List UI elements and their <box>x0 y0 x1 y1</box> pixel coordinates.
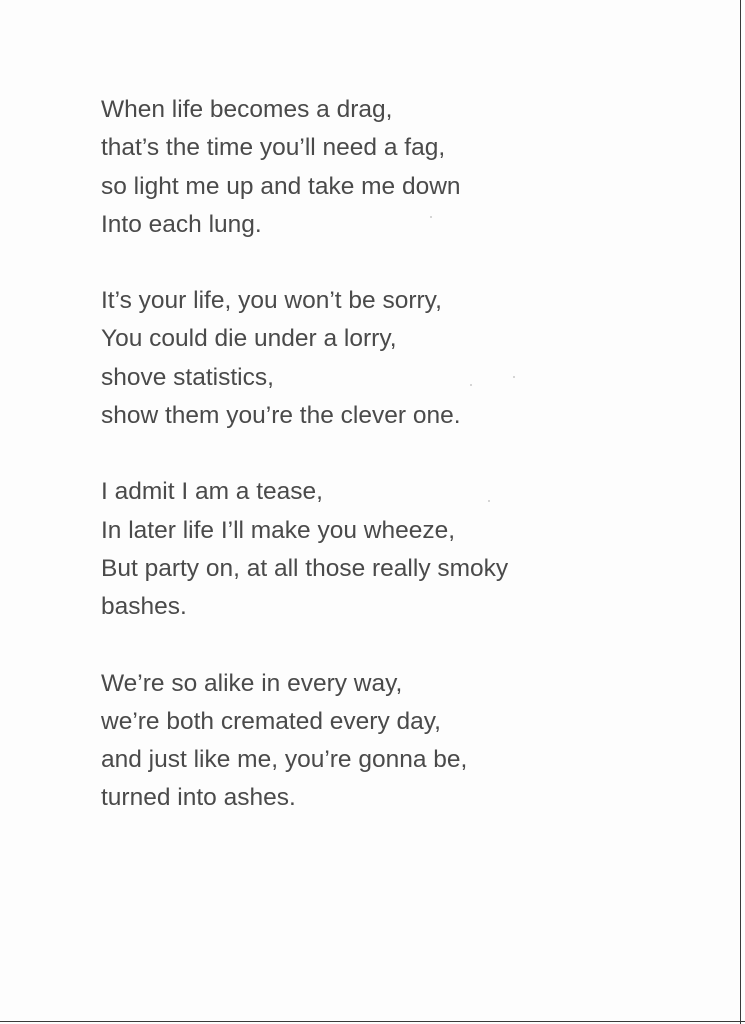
poem-line: so light me up and take me down <box>101 172 461 200</box>
poem-line: In later life I’ll make you wheeze, <box>101 516 456 544</box>
poem-line: When life becomes a drag, <box>101 96 393 123</box>
poem-line: Into each lung. <box>101 210 262 238</box>
poem-line: It’s your life, you won’t be sorry, <box>101 287 442 315</box>
poem-line: We’re so alike in every way, <box>101 669 403 697</box>
page-edge-right <box>740 0 741 1024</box>
poem-line: But party on, at all those really smoky <box>101 554 509 582</box>
stanza-3 <box>101 473 661 626</box>
poem-line: I admit I am a tease, <box>101 478 323 506</box>
poem-line: show them you’re the clever one. <box>101 402 461 430</box>
page-edge-bottom <box>0 1021 745 1022</box>
poem-line: and just like me, you’re gonna be, <box>101 746 468 774</box>
stanza-2 <box>101 282 661 435</box>
stanza-1 <box>101 91 661 244</box>
stanza-4 <box>101 665 661 818</box>
poem-line: that’s the time you’ll need a fag, <box>101 134 446 162</box>
poem-line: shove statistics, <box>101 363 274 391</box>
poem-line: turned into ashes. <box>101 784 296 812</box>
poem-line: bashes. <box>101 593 187 621</box>
poem-line: we’re both cremated every day, <box>101 707 441 735</box>
poem <box>101 91 661 856</box>
poem-line: You could die under a lorry, <box>101 325 397 353</box>
